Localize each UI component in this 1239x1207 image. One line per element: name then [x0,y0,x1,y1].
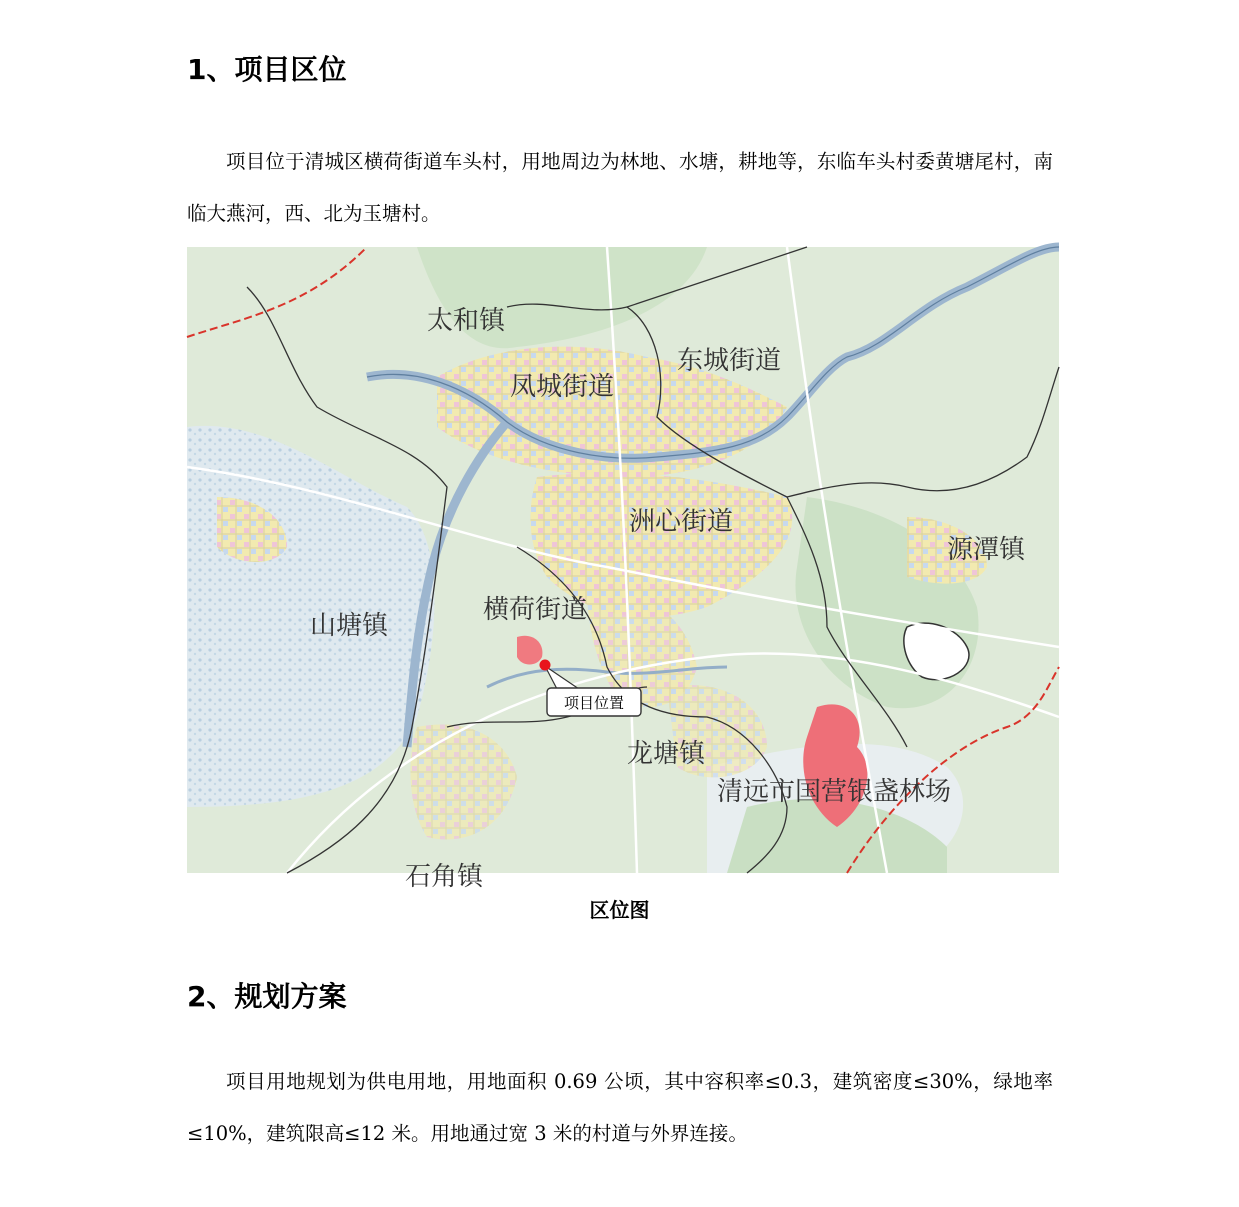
label-shantang: 山塘镇 [310,611,389,641]
section-2-paragraph: 项目用地规划为供电用地，用地面积 0.69 公顷，其中容积率≤0.3，建筑密度≤30%，绿地率≤10%，建筑限高≤12 米。用地通过宽 3 米的村道与外界连接。 [187,1070,1053,1145]
label-fengcheng: 凤城街道 [510,372,615,402]
section-1-paragraph: 项目位于清城区横荷街道车头村，用地周边为林地、水塘，耕地等，东临车头村委黄塘尾村，南临大燕河，西、北为玉塘村。 [187,150,1053,225]
label-shijiao: 石角镇 [405,862,484,892]
label-yuantan: 源潭镇 [947,535,1026,565]
label-taihe: 太和镇 [427,306,506,336]
label-dongcheng: 东城街道 [677,346,782,376]
section-1-heading: 1、项目区位 [187,53,347,86]
location-map [187,247,1059,892]
label-zhouxin: 洲心街道 [629,507,734,537]
section-2-heading: 2、规划方案 [187,980,347,1013]
map-caption: 区位图 [589,898,650,922]
label-henghe: 横荷街道 [483,595,588,625]
project-location-dot [540,660,551,671]
project-location-label: 项目位置 [563,694,625,712]
label-longtang: 龙塘镇 [627,739,706,769]
label-yinzhan: 清远市国营银盏林场 [717,777,952,807]
